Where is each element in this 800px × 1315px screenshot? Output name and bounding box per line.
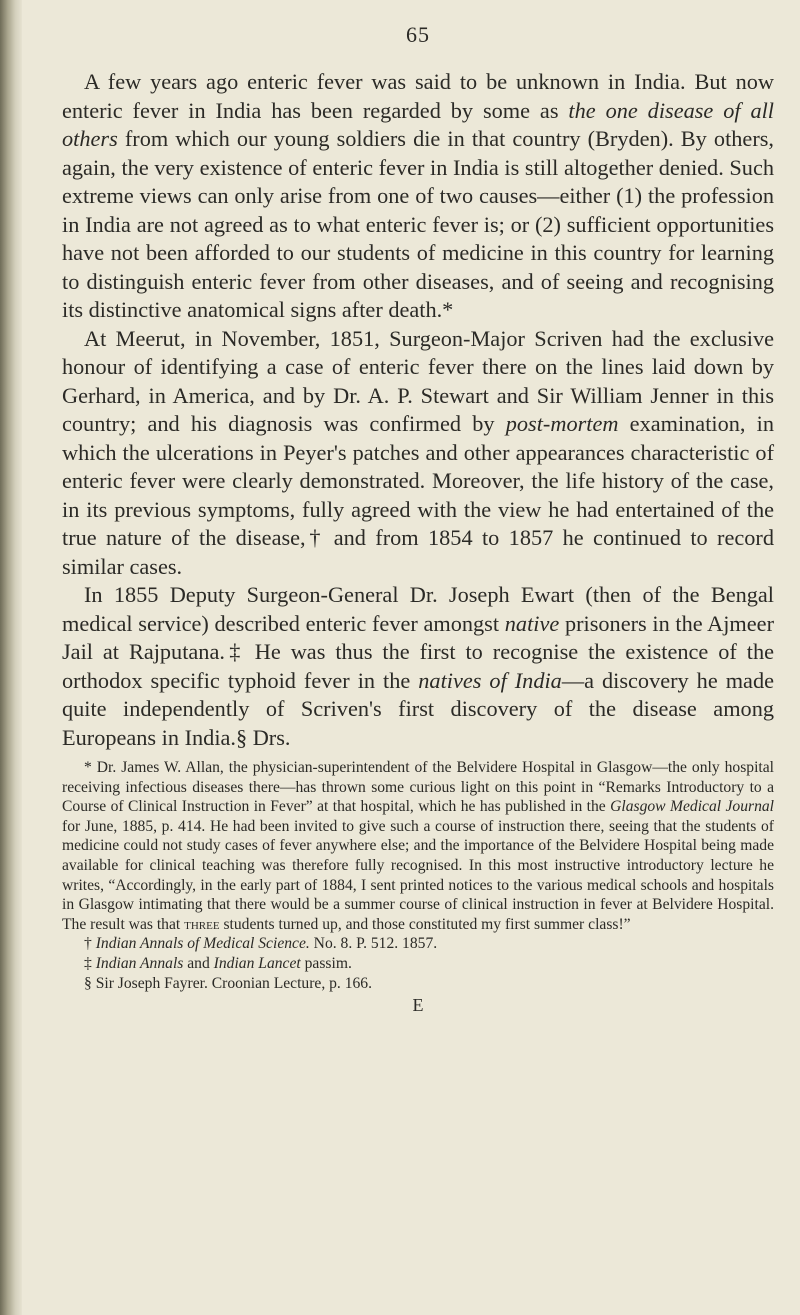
paragraph-2 [62,325,774,582]
footnote-run: No. 8. P. 512. 1857. [309,935,438,953]
footnote-run: § Sir Joseph Fayrer. Croonian Lecture, p. 166. [84,974,372,992]
page-number: 65 [406,22,430,47]
paragraph-3 [62,581,774,752]
book-page [62,0,774,1315]
footnotes [62,758,774,993]
footnote-run: ‡ [84,954,96,972]
footnote-run: three [184,915,220,933]
footnote-run: Glasgow Medical Journal [610,798,774,816]
signature-mark: E [412,995,424,1016]
paragraph-run: examination, in which the ulcerations in Peyer's patches and other appearances characteristic of enteric fever were clearly demonstrated. Moreover, the life history of the case, in its previous symptoms, fully agreed with the view he had entertained of the true nature of the disease,† and from 1854 to 1857 he continued to record similar cases. [62,411,774,579]
footnote-run: Indian Lancet [213,954,301,972]
paragraph-run: At Meerut, in November, 1851, Surgeon-Major Scriven had the exclusive honour of identifying a case of enteric fever there on the lines laid down by Gerhard, in America, and by Dr. A. P. Stewart and Sir William Jenner in this country; and his diagnosis was confirmed by [62,325,774,436]
paragraph-run: —a discovery he made quite independently of Scriven's first discovery of the disease among Europeans in India.§ Drs. [62,667,774,750]
paragraph-run: In 1855 Deputy Surgeon-General Dr. Joseph Ewart (then of the Bengal medical service) described enteric fever amongst [62,582,774,636]
footnote-3 [62,954,774,974]
paragraph-run: A few years ago enteric fever was said to be unknown in India. But now enteric fever in India has been regarded by some as [62,69,774,123]
footnote-run: for June, 1885, p. 414. He had been invited to give such a course of instruction there, seeing that the students of medicine could not study cases of fever anywhere else; and the importance of the Belvidere Hospital being made available for clinical teaching was therefore fully recognised. In this most instructive introductory lecture he writes, “Accordingly, in the early part of 1884, I sent printed notices to the various medical schools and hospitals in Glasgow intimating that there would be a summer course of clinical instruction in fever at Belvidere Hospital. The result was that [62,817,774,933]
footnote-run: † [84,935,96,953]
paragraph-run: prisoners in the Ajmeer Jail at Rajputana.‡ He was thus the first to recognise the existence of the orthodox specific typhoid fever in the [62,610,774,693]
footnote-run: passim. [300,954,352,972]
footnote-1 [62,758,774,934]
footnote-run: students turned up, and those constituted my first summer class!” [219,915,631,933]
paragraph-run: natives of India [418,667,562,693]
paragraph-run: the one disease of all others [62,97,775,151]
binding-gutter [0,0,22,1315]
footnote-4 [62,974,774,994]
body-text [62,68,774,752]
footnote-2 [62,934,774,954]
footnote-run: Indian Annals [95,954,184,972]
footnote-run: and [183,954,214,972]
paragraph-1 [62,68,774,325]
footnote-run: * Dr. James W. Allan, the physician-superintendent of the Belvidere Hospital in Glasgow—the only hospital receiving infectious diseases there—has thrown some curious light on this point in “Remarks Introductory to a Course of Clinical Instruction in Fever” at that hospital, which he has published in the [62,759,774,816]
paragraph-run: from which our young soldiers die in that country (Bryden). By others, again, the very existence of enteric fever in India is still altogether denied. Such extreme views can only arise from one of two causes—either (1) the profession in India are not agreed as to what enteric fever is; or (2) sufficient opportunities have not been afforded to our students of medicine in this country for learning to distinguish enteric fever from other diseases, and of seeing and recognising its distinctive anatomical signs after death.* [62,126,774,322]
footnote-run: Indian Annals of Medical Science. [95,935,310,953]
paragraph-run: native [504,610,560,636]
paragraph-run: post-mortem [505,411,619,436]
